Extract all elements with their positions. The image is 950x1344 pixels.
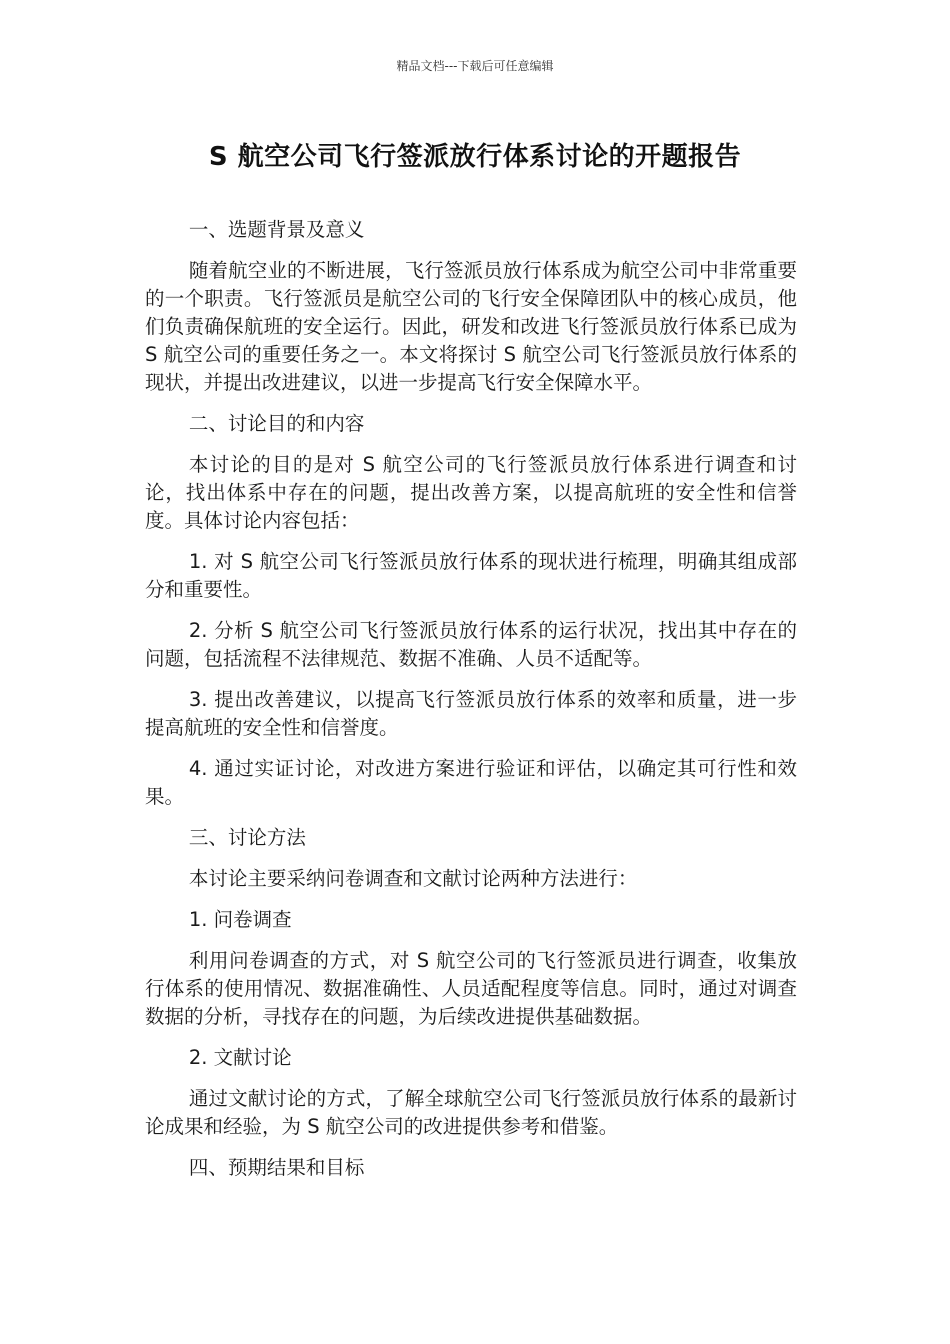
paragraph-method-intro: 本讨论主要采纳问卷调查和文献讨论两种方法进行：	[188, 867, 638, 890]
section-heading-method: 三、讨论方法	[188, 826, 306, 849]
paragraph-purpose: 本讨论的目的是对 S 航空公司的飞行签派员放行体系进行调查和讨论，找出体系中存在的问题，提出改善方案，以提高航班的安全性和信誉度。具体讨论内容包括：	[145, 453, 797, 532]
list-item-content-3: 3. 提出改善建议，以提高飞行签派员放行体系的效率和质量，进一步提高航班的安全性和信誉度。	[145, 688, 797, 739]
header-note: 精品文档---下载后可任意编辑	[396, 59, 554, 73]
document-body	[145, 216, 797, 1195]
section-heading-expected-results: 四、预期结果和目标	[188, 1156, 365, 1179]
subheading-questionnaire: 1. 问卷调查	[188, 908, 292, 931]
list-item-content-2: 2. 分析 S 航空公司飞行签派员放行体系的运行状况，找出其中存在的问题，包括流程不法律规范、数据不准确、人员不适配等。	[145, 619, 797, 670]
paragraph-literature: 通过文献讨论的方式，了解全球航空公司飞行签派员放行体系的最新讨论成果和经验，为 S 航空公司的改进提供参考和借鉴。	[145, 1087, 797, 1138]
section-heading-purpose: 二、讨论目的和内容	[188, 412, 365, 435]
list-item-content-4: 4. 通过实证讨论，对改进方案进行验证和评估，以确定其可行性和效果。	[145, 757, 797, 808]
paragraph-background: 随着航空业的不断进展，飞行签派员放行体系成为航空公司中非常重要的一个职责。飞行签派员是航空公司的飞行安全保障团队中的核心成员，他们负责确保航班的安全运行。因此，研发和改进飞行签派员放行体系已成为 S 航空公司的重要任务之一。本文将探讨 S 航空公司飞行签派员放行体系的现状，并提出改进建议，以进一步提高飞行安全保障水平。	[145, 259, 797, 394]
paragraph-questionnaire: 利用问卷调查的方式，对 S 航空公司的飞行签派员进行调查，收集放行体系的使用情况、数据准确性、人员适配程度等信息。同时，通过对调查数据的分析，寻找存在的问题，为后续改进提供基础数据。	[145, 949, 797, 1028]
document-title: S 航空公司飞行签派放行体系讨论的开题报告	[208, 142, 742, 172]
section-heading-background: 一、选题背景及意义	[188, 218, 365, 241]
subheading-literature: 2. 文献讨论	[188, 1046, 292, 1069]
list-item-content-1: 1. 对 S 航空公司飞行签派员放行体系的现状进行梳理，明确其组成部分和重要性。	[145, 550, 797, 601]
